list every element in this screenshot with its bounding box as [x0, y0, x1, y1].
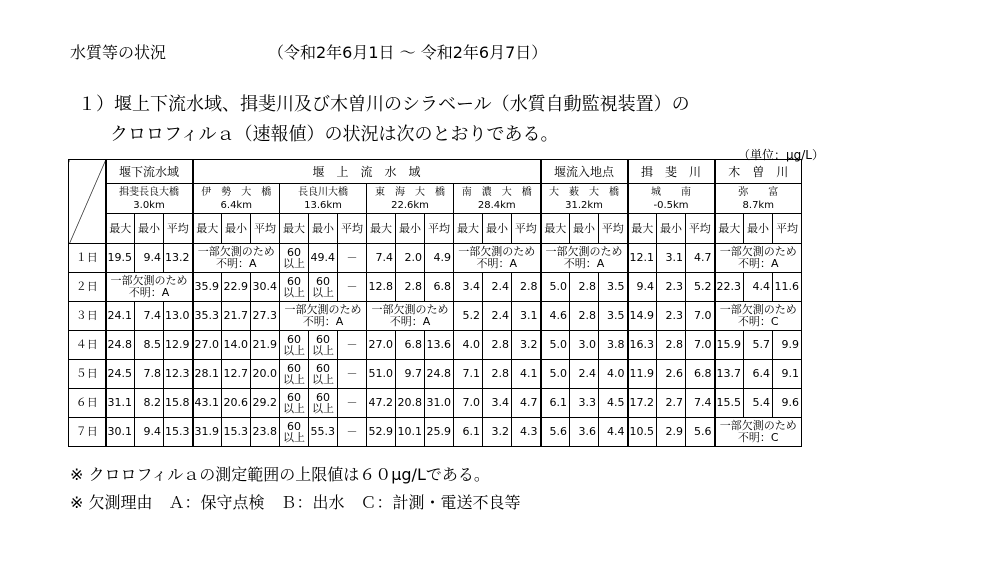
station-name: 伊 勢 大 橋	[201, 186, 272, 198]
value-cell: 19.5	[106, 244, 135, 273]
stat-label-min: 最小	[744, 214, 773, 244]
value-cell: 17.2	[628, 389, 657, 418]
over-limit-cell	[309, 331, 338, 360]
section-inflow: 堰流入地点	[541, 160, 628, 184]
value-cell: 28.1	[193, 360, 222, 389]
over-limit-value: 60	[316, 333, 330, 346]
station-km: 31.2km	[565, 199, 603, 211]
stat-label-max: 最大	[541, 214, 570, 244]
value-cell: 15.3	[164, 418, 193, 447]
value-cell: 9.4	[628, 273, 657, 302]
station-km: 28.4km	[477, 199, 516, 211]
dash-cell: －	[338, 360, 367, 389]
value-cell: 14.9	[628, 302, 657, 331]
over-limit-cell	[280, 331, 309, 360]
value-cell: 8.2	[135, 389, 164, 418]
missing-data-cell	[280, 302, 367, 331]
stat-label-min: 最小	[222, 214, 251, 244]
missing-data-cell	[715, 418, 802, 447]
value-cell: 4.3	[512, 418, 541, 447]
value-cell: 12.3	[164, 360, 193, 389]
value-cell: 13.2	[164, 244, 193, 273]
value-cell: 31.9	[193, 418, 222, 447]
value-cell: 3.2	[512, 331, 541, 360]
value-cell: 3.2	[483, 418, 512, 447]
missing-data-note: 一部欠測のため	[719, 245, 797, 258]
value-cell: 6.4	[744, 360, 773, 389]
value-cell: 2.7	[657, 389, 686, 418]
value-cell: 3.3	[570, 389, 599, 418]
value-cell: 22.3	[715, 273, 744, 302]
stat-label-row	[69, 214, 802, 244]
value-cell: 4.5	[599, 389, 628, 418]
over-limit-value: 60	[287, 391, 301, 404]
value-cell: 25.9	[425, 418, 454, 447]
value-cell: 7.4	[686, 389, 715, 418]
station-name: 南 濃 大 橋	[461, 186, 532, 198]
value-cell: 2.6	[657, 360, 686, 389]
stat-label-max: 最大	[454, 214, 483, 244]
stat-label-avg: 平均	[773, 214, 802, 244]
value-cell: 3.5	[599, 273, 628, 302]
value-cell: 3.1	[657, 244, 686, 273]
day-label: ７日	[69, 418, 106, 447]
station-km: 13.6km	[304, 199, 342, 211]
value-cell: 52.9	[367, 418, 396, 447]
value-cell: 12.7	[222, 360, 251, 389]
over-limit-suffix: 以上	[312, 344, 334, 357]
section-heading-line2: クロロフィルａ（速報値）の状況は次のとおりである。	[110, 124, 559, 145]
unit-label: （単位：μg/L）	[738, 148, 824, 162]
value-cell: 21.9	[251, 331, 280, 360]
day-label: ４日	[69, 331, 106, 360]
value-cell: 12.1	[628, 244, 657, 273]
missing-data-reason: 不明：A	[128, 286, 170, 299]
over-limit-value: 60	[287, 275, 301, 288]
missing-data-note: 一部欠測のため	[284, 303, 362, 316]
value-cell: 51.0	[367, 360, 396, 389]
value-cell: 20.0	[251, 360, 280, 389]
missing-data-note: 一部欠測のため	[110, 274, 188, 287]
missing-data-reason: 不明：A	[563, 257, 605, 270]
value-cell: 23.8	[251, 418, 280, 447]
over-limit-suffix: 以上	[283, 431, 305, 444]
value-cell: 4.4	[599, 418, 628, 447]
note-missing-reasons: ※ 欠測理由 Ａ：保守点検 Ｂ：出水 Ｃ：計測・電送不良等	[70, 493, 521, 512]
station-name: 弥 富	[738, 186, 779, 198]
station-name: 大 薮 大 橋	[549, 186, 619, 198]
value-cell: 6.1	[454, 418, 483, 447]
dash-cell: －	[338, 273, 367, 302]
value-cell: 2.8	[483, 360, 512, 389]
station-header	[367, 184, 454, 214]
value-cell: 3.4	[454, 273, 483, 302]
over-limit-cell	[280, 244, 309, 273]
over-limit-cell	[309, 360, 338, 389]
stat-label-max: 最大	[193, 214, 222, 244]
value-cell: 5.0	[541, 331, 570, 360]
stat-label-avg: 平均	[251, 214, 280, 244]
over-limit-cell	[309, 273, 338, 302]
stat-label-avg: 平均	[512, 214, 541, 244]
over-limit-value: 60	[287, 362, 301, 375]
value-cell: 31.0	[425, 389, 454, 418]
station-name: 城 南	[651, 186, 691, 198]
value-cell: 6.1	[541, 389, 570, 418]
station-name: 長良川大橋	[298, 186, 348, 198]
value-cell: 3.1	[512, 302, 541, 331]
value-cell: 2.8	[570, 273, 599, 302]
over-limit-suffix: 以上	[283, 286, 305, 299]
value-cell: 9.7	[396, 360, 425, 389]
missing-data-note: 一部欠測のため	[719, 419, 797, 432]
value-cell: 24.5	[106, 360, 135, 389]
stat-label-min: 最小	[309, 214, 338, 244]
value-cell: 5.4	[744, 389, 773, 418]
over-limit-cell	[280, 418, 309, 447]
missing-data-cell	[193, 244, 280, 273]
day-label: ３日	[69, 302, 106, 331]
station-km: 8.7km	[742, 199, 774, 211]
value-cell: 14.0	[222, 331, 251, 360]
value-cell: 2.0	[396, 244, 425, 273]
station-header	[106, 184, 193, 214]
missing-data-cell	[106, 273, 193, 302]
chlorophyll-table	[68, 159, 802, 447]
value-cell: 3.0	[570, 331, 599, 360]
value-cell: 2.8	[657, 331, 686, 360]
over-limit-suffix: 以上	[283, 257, 305, 270]
table-row	[69, 244, 802, 273]
day-label: ５日	[69, 360, 106, 389]
missing-data-reason: 不明：A	[476, 257, 518, 270]
value-cell: 43.1	[193, 389, 222, 418]
value-cell: 15.3	[222, 418, 251, 447]
section-kiso: 木 曽 川	[715, 160, 802, 184]
value-cell: 10.1	[396, 418, 425, 447]
value-cell: 4.0	[599, 360, 628, 389]
table-row	[69, 273, 802, 302]
over-limit-cell	[309, 389, 338, 418]
section-ibi: 揖 斐 川	[628, 160, 715, 184]
over-limit-value: 60	[287, 246, 301, 259]
value-cell: 4.6	[541, 302, 570, 331]
stat-label-min: 最小	[396, 214, 425, 244]
value-cell: 2.8	[483, 331, 512, 360]
station-km: 6.4km	[220, 199, 252, 211]
stat-label-max: 最大	[106, 214, 135, 244]
value-cell: 4.1	[512, 360, 541, 389]
value-cell: 3.4	[483, 389, 512, 418]
missing-data-reason: 不明：A	[737, 257, 779, 270]
value-cell: 7.1	[454, 360, 483, 389]
over-limit-value: 60	[316, 362, 330, 375]
value-cell: 7.4	[135, 302, 164, 331]
value-cell: 7.4	[367, 244, 396, 273]
stat-label-min: 最小	[135, 214, 164, 244]
value-cell: 24.8	[425, 360, 454, 389]
missing-data-note: 一部欠測のため	[719, 303, 797, 316]
value-cell: 55.3	[309, 418, 338, 447]
station-header	[628, 184, 715, 214]
value-cell: 24.1	[106, 302, 135, 331]
over-limit-suffix: 以上	[283, 344, 305, 357]
value-cell: 5.6	[541, 418, 570, 447]
value-cell: 15.8	[164, 389, 193, 418]
value-cell: 30.4	[251, 273, 280, 302]
table-row	[69, 418, 802, 447]
dash-cell: －	[338, 244, 367, 273]
stat-label-min: 最小	[483, 214, 512, 244]
value-cell: 2.3	[657, 302, 686, 331]
value-cell: 5.6	[686, 418, 715, 447]
missing-data-note: 一部欠測のため	[545, 245, 623, 258]
missing-data-note: 一部欠測のため	[197, 245, 275, 258]
stat-label-avg: 平均	[686, 214, 715, 244]
missing-data-reason: 不明：A	[215, 257, 257, 270]
value-cell: 31.1	[106, 389, 135, 418]
section-heading-line1: １）堰上下流水域、揖斐川及び木曽川のシラベール（水質自動監視装置）の	[78, 94, 690, 115]
day-label: １日	[69, 244, 106, 273]
value-cell: 5.0	[541, 360, 570, 389]
table-row	[69, 389, 802, 418]
value-cell: 9.4	[135, 418, 164, 447]
missing-data-cell	[541, 244, 628, 273]
over-limit-suffix: 以上	[312, 286, 334, 299]
value-cell: 12.9	[164, 331, 193, 360]
stat-label-avg: 平均	[164, 214, 193, 244]
value-cell: 4.0	[454, 331, 483, 360]
value-cell: 4.9	[425, 244, 454, 273]
value-cell: 35.9	[193, 273, 222, 302]
stat-label-max: 最大	[367, 214, 396, 244]
value-cell: 11.9	[628, 360, 657, 389]
value-cell: 5.2	[686, 273, 715, 302]
value-cell: 2.4	[483, 273, 512, 302]
value-cell: 49.4	[309, 244, 338, 273]
over-limit-value: 60	[316, 391, 330, 404]
stat-label-avg: 平均	[338, 214, 367, 244]
over-limit-value: 60	[316, 275, 330, 288]
value-cell: 9.1	[773, 360, 802, 389]
missing-data-reason: 不明：A	[389, 315, 431, 328]
value-cell: 4.4	[744, 273, 773, 302]
value-cell: 9.4	[135, 244, 164, 273]
stat-label-max: 最大	[628, 214, 657, 244]
value-cell: 20.6	[222, 389, 251, 418]
value-cell: 6.8	[686, 360, 715, 389]
value-cell: 30.1	[106, 418, 135, 447]
note-measurement-limit: ※ クロロフィルａの測定範囲の上限値は６０μg/Lである。	[70, 465, 490, 484]
value-cell: 5.2	[454, 302, 483, 331]
dash-cell: －	[338, 418, 367, 447]
stat-label-min: 最小	[570, 214, 599, 244]
over-limit-cell	[280, 389, 309, 418]
value-cell: 7.0	[454, 389, 483, 418]
value-cell: 9.9	[773, 331, 802, 360]
value-cell: 11.6	[773, 273, 802, 302]
value-cell: 12.8	[367, 273, 396, 302]
missing-data-cell	[454, 244, 541, 273]
value-cell: 2.4	[483, 302, 512, 331]
missing-data-reason: 不明：A	[302, 315, 344, 328]
over-limit-cell	[280, 273, 309, 302]
value-cell: 10.5	[628, 418, 657, 447]
value-cell: 7.0	[686, 302, 715, 331]
over-limit-value: 60	[287, 420, 301, 433]
over-limit-suffix: 以上	[312, 373, 334, 386]
value-cell: 8.5	[135, 331, 164, 360]
missing-data-note: 一部欠測のため	[371, 303, 449, 316]
stat-label-avg: 平均	[599, 214, 628, 244]
value-cell: 27.0	[367, 331, 396, 360]
value-cell: 5.0	[541, 273, 570, 302]
page-title: 水質等の状況	[70, 43, 167, 62]
value-cell: 5.7	[744, 331, 773, 360]
missing-data-note: 一部欠測のため	[458, 245, 536, 258]
stat-label-avg: 平均	[425, 214, 454, 244]
station-km: -0.5km	[653, 199, 689, 211]
value-cell: 27.3	[251, 302, 280, 331]
dash-cell: －	[338, 331, 367, 360]
value-cell: 2.4	[570, 360, 599, 389]
report-period: （令和2年6月1日 〜 令和2年6月7日）	[268, 43, 548, 62]
value-cell: 15.5	[715, 389, 744, 418]
missing-data-cell	[715, 244, 802, 273]
value-cell: 3.6	[570, 418, 599, 447]
value-cell: 27.0	[193, 331, 222, 360]
value-cell: 6.8	[425, 273, 454, 302]
value-cell: 7.0	[686, 331, 715, 360]
missing-data-cell	[715, 302, 802, 331]
table-corner-cell	[69, 160, 106, 244]
station-header	[715, 184, 802, 214]
missing-data-reason: 不明：C	[737, 431, 779, 444]
value-cell: 22.9	[222, 273, 251, 302]
missing-data-reason: 不明：C	[737, 315, 779, 328]
value-cell: 29.2	[251, 389, 280, 418]
section-upstream: 堰 上 流 水 域	[193, 160, 541, 184]
value-cell: 7.8	[135, 360, 164, 389]
value-cell: 13.6	[425, 331, 454, 360]
value-cell: 24.8	[106, 331, 135, 360]
value-cell: 2.8	[396, 273, 425, 302]
value-cell: 4.7	[512, 389, 541, 418]
over-limit-suffix: 以上	[283, 373, 305, 386]
value-cell: 13.0	[164, 302, 193, 331]
value-cell: 47.2	[367, 389, 396, 418]
station-header	[193, 184, 280, 214]
station-km: 3.0km	[133, 199, 165, 211]
value-cell: 3.5	[599, 302, 628, 331]
value-cell: 35.3	[193, 302, 222, 331]
stat-label-max: 最大	[715, 214, 744, 244]
day-label: ６日	[69, 389, 106, 418]
value-cell: 4.7	[686, 244, 715, 273]
station-header	[541, 184, 628, 214]
station-header	[280, 184, 367, 214]
value-cell: 2.8	[512, 273, 541, 302]
value-cell: 3.8	[599, 331, 628, 360]
table-row	[69, 360, 802, 389]
stat-label-max: 最大	[280, 214, 309, 244]
station-name: 東 海 大 橋	[375, 186, 445, 198]
value-cell: 21.7	[222, 302, 251, 331]
over-limit-suffix: 以上	[283, 402, 305, 415]
value-cell: 9.6	[773, 389, 802, 418]
day-label: ２日	[69, 273, 106, 302]
dash-cell: －	[338, 389, 367, 418]
missing-data-cell	[367, 302, 454, 331]
station-km: 22.6km	[391, 199, 429, 211]
value-cell: 2.3	[657, 273, 686, 302]
table-row	[69, 302, 802, 331]
station-header	[454, 184, 541, 214]
table-row	[69, 331, 802, 360]
value-cell: 13.7	[715, 360, 744, 389]
value-cell: 2.8	[570, 302, 599, 331]
over-limit-suffix: 以上	[312, 402, 334, 415]
station-name: 揖斐長良大橋	[119, 186, 179, 198]
value-cell: 15.9	[715, 331, 744, 360]
stat-label-min: 最小	[657, 214, 686, 244]
value-cell: 16.3	[628, 331, 657, 360]
station-row	[69, 184, 802, 214]
section-downstream: 堰下流水域	[106, 160, 193, 184]
value-cell: 2.9	[657, 418, 686, 447]
value-cell: 6.8	[396, 331, 425, 360]
value-cell: 20.8	[396, 389, 425, 418]
over-limit-value: 60	[287, 333, 301, 346]
over-limit-cell	[280, 360, 309, 389]
